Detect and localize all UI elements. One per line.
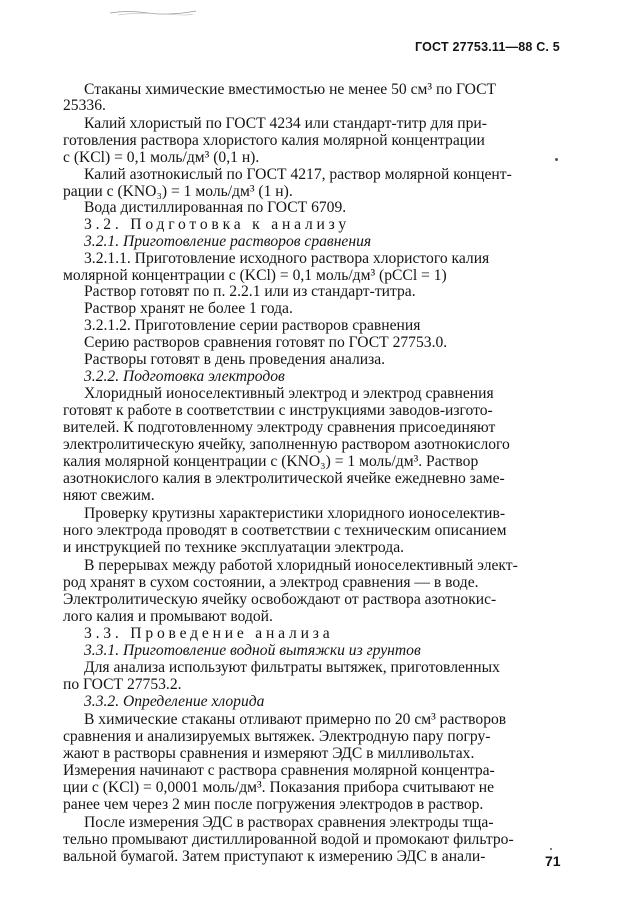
text-line: вителей. К подготовленному электроду сравнения присоединяют [63,419,496,436]
text-line: Хлоридный ионоселективный электрод и электрод сравнения [84,385,494,402]
text-line: В химические стаканы отливают примерно по 20 см³ растворов [84,711,507,728]
text-line: Растворы готовят в день проведения анализа. [84,351,386,368]
text-line: 3.2.1.2. Приготовление серии растворов сравнения [84,317,421,334]
text-line: электролитическую ячейку, заполненную раствором азотнокислого [63,436,510,453]
running-header: ГОСТ 27753.11—88 С. 5 [415,40,560,54]
text-line: готовления раствора хлористого калия молярной концентрации [63,132,485,149]
text-line: рации с (KNO₃) = 1 моль/дм³ (1 н). [63,183,293,200]
text-line: Проверку крутизны характеристики хлоридного ионоселектив- [84,505,506,522]
text-line: с (KCl) = 0,1 моль/дм³ (0,1 н). [63,149,260,166]
section-heading: 3.2. Подготовка к анализу [84,216,350,233]
text-line: няют свежим. [63,487,155,504]
text-line: Электролитическую ячейку освобождают от раствора азотнокис- [63,591,497,608]
text-line: тельно промывают дистиллированной водой и промокают фильтро- [63,831,514,848]
text-line: ции с (KCl) = 0,0001 моль/дм³. Показания прибора считывают не [63,779,495,796]
text-line: Для анализа используют фильтраты вытяжек, приготовленных [84,659,500,676]
scan-smudge [108,8,198,16]
text-line: Серию растворов сравнения готовят по ГОСТ 27753.0. [84,334,448,351]
scan-speck [555,158,558,161]
text-line: калия молярной концентрации с (KNO₃) = 1 моль/дм³. Раствор [63,453,479,470]
text-line: род хранят в сухом состоянии, а электрод сравнения — в воде. [63,574,479,591]
text-line: азотнокислого калия в электролитической ячейке ежедневно заме- [63,470,505,487]
text-line: В перерывах между работой хлоридный ионоселективный элект- [84,557,518,574]
text-line: ного электрода проводят в соответствии с техническим описанием [63,522,507,539]
text-line: ранее чем через 2 мин после погружения электродов в раствор. [63,796,484,813]
text-line: молярной концентрации с (KCl) = 0,1 моль/дм³ (pCCl = 1) [63,267,447,284]
subsection-heading: 3.3.2. Определение хлорида [84,693,265,710]
text-line: Калий азотнокислый по ГОСТ 4217, раствор молярной концент- [84,166,512,183]
text-line: После измерения ЭДС в растворах сравнения электроды тща- [84,814,494,831]
subsection-heading: 3.2.2. Подготовка электродов [84,368,285,385]
subsection-heading: 3.2.1. Приготовление растворов сравнения [84,233,372,250]
subsection-heading: 3.3.1. Приготовление водной вытяжки из грунтов [84,642,421,659]
section-heading: 3.3. Проведение анализа [84,625,334,642]
text-line: 3.2.1.1. Приготовление исходного раствора хлористого калия [84,250,490,267]
text-line: лого калия и промывают водой. [63,608,273,625]
text-line: готовят к работе в соответствии с инструкциями заводов-изгото- [63,402,493,419]
text-line: сравнения и анализируемых вытяжек. Электродную пару погру- [63,728,491,745]
text-line: 25336. [63,97,106,114]
text-line: жают в растворы сравнения и измеряют ЭДС в милливольтах. [63,745,475,762]
text-line: Раствор готовят по п. 2.2.1 или из стандарт-титра. [84,283,416,300]
text-line: Раствор хранят не более 1 года. [84,300,293,317]
text-line: вальной бумагой. Затем приступают к измерению ЭДС в анали- [63,848,486,865]
text-line: Измерения начинают с раствора сравнения молярной концентра- [63,762,495,779]
text-line: и инструкцией по технике эксплуатации электрода. [63,539,405,556]
text-line: по ГОСТ 27753.2. [63,676,182,693]
scan-speck [550,848,552,850]
page-number: 71 [545,853,561,869]
text-line: Стаканы химические вместимостью не менее 50 см³ по ГОСТ [84,81,497,98]
text-line: Вода дистиллированная по ГОСТ 6709. [84,199,347,216]
text-line: Калий хлористый по ГОСТ 4234 или стандарт-титр для при- [84,115,487,132]
